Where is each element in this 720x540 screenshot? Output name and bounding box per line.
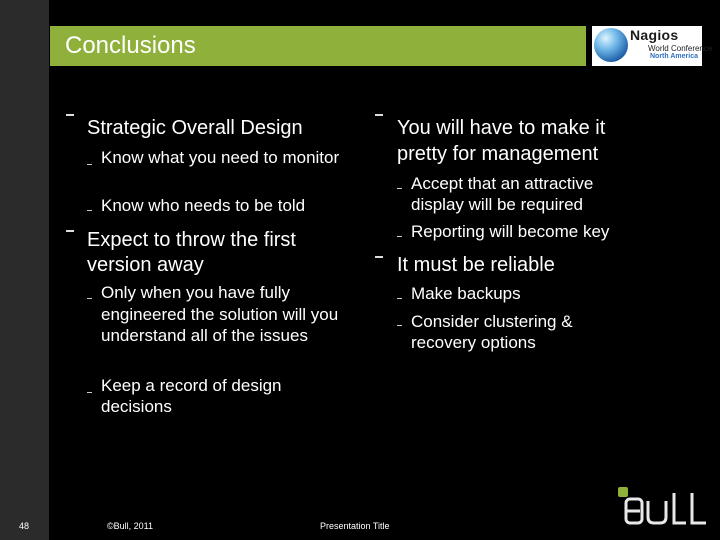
sub-bullet-dash — [397, 188, 402, 189]
logo-name: Nagios — [630, 27, 679, 43]
sub-bullet-know-who: Know who needs to be told — [101, 196, 306, 215]
sub-bullet-keep-record: Keep a record of design decisions — [101, 376, 282, 416]
logo-line2: North America — [650, 53, 698, 60]
sub-bullet-dash — [87, 164, 92, 165]
bullet-expect-line1: Expect to throw the first — [87, 229, 296, 251]
sub-bullet-dash — [87, 298, 92, 299]
bullet-dash — [66, 230, 74, 232]
sub-bullet-only-when: Only when you have fully engineered the solution will you understand all of the issues — [101, 283, 339, 345]
sub-bullet-dash — [397, 298, 402, 299]
presentation-title: Presentation Title — [320, 521, 390, 531]
sub-bullet-reporting: Reporting will become key — [411, 222, 610, 241]
slide-title: Conclusions — [65, 32, 196, 59]
globe-icon — [594, 28, 628, 62]
sub-bullet-dash — [397, 236, 402, 237]
sub-bullet-know-what: Know what you need to monitor — [101, 148, 340, 167]
sub-bullet-dash — [87, 210, 92, 211]
page-number: 48 — [19, 521, 30, 531]
bullet-dash — [66, 114, 74, 116]
bullet-dash — [375, 114, 383, 116]
sub-bullet-dash — [87, 392, 92, 393]
bullet-pretty-line2: pretty for management — [397, 143, 599, 165]
copyright-text: ©Bull, 2011 — [107, 521, 153, 531]
sub-bullet-accept: Accept that an attractive display will be required — [411, 174, 594, 214]
bullet-reliable: It must be reliable — [397, 254, 555, 276]
left-strip — [0, 0, 49, 540]
bullet-strategic-design: Strategic Overall Design — [87, 117, 303, 139]
sub-bullet-clustering: Consider clustering & recovery options — [411, 312, 573, 352]
bull-logo — [618, 487, 713, 527]
logo-line1: World Conference — [648, 44, 713, 53]
bullet-pretty-line1: You will have to make it — [397, 117, 606, 139]
bullet-expect-line2: version away — [87, 254, 204, 276]
bullet-dash — [375, 256, 383, 258]
sub-bullet-backups: Make backups — [411, 284, 521, 303]
sub-bullet-dash — [397, 325, 402, 326]
nagios-logo — [592, 26, 713, 66]
